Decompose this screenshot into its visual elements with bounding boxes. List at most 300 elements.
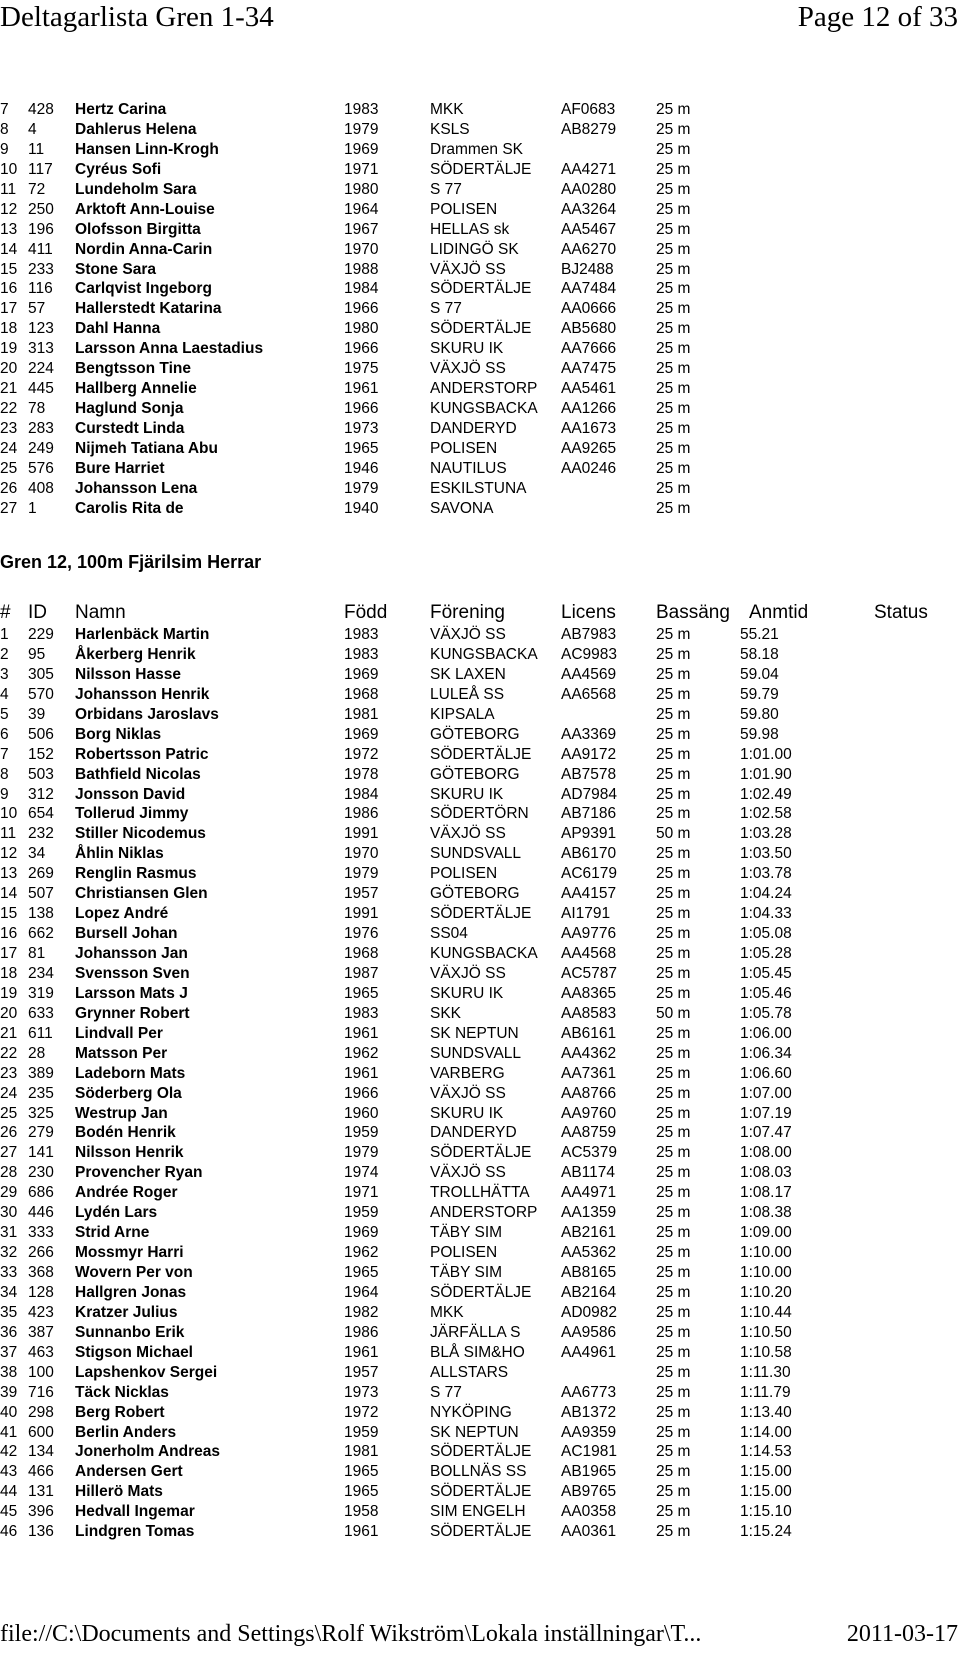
club-name: VÄXJÖ SS [430,964,506,982]
club-name: SÖDERTÄLJE [430,905,532,923]
club-name: DANDERYD [430,420,517,437]
club-name: SÖDERTÄLJE [430,1144,532,1162]
pool-length: 25 m [656,400,691,418]
swimmer-name: Lopez André [75,905,169,923]
entry-time: 1:05.28 [740,945,792,962]
birth-year: 1982 [344,1303,379,1321]
swimmer-name: Arktoft Ann-Louise [75,200,215,218]
row-number: 46 [0,1523,18,1541]
license-id: AA8583 [561,1004,617,1022]
swimmer-name: Kratzer Julius [75,1303,178,1321]
license-id: AA0246 [561,459,617,477]
swimmer-name: Larsson Mats J [75,984,188,1002]
swimmer-name: Andrée Roger [75,1184,178,1202]
swimmer-name: Söderberg Ola [75,1084,182,1102]
entry-id: 128 [28,1283,54,1301]
birth-year: 1980 [344,320,379,338]
entry-id: 11 [28,140,45,158]
swimmer-name: Lindvall Per [75,1024,163,1042]
license-id: AA1359 [561,1204,617,1222]
swimmer-name: Stigson Michael [75,1343,193,1361]
entry-id: 368 [28,1264,54,1281]
entry-id: 633 [28,1004,54,1022]
entry-id: 266 [28,1244,54,1262]
pool-length: 25 m [656,705,691,723]
birth-year: 1964 [344,1283,379,1301]
license-id: AB8165 [561,1264,617,1281]
birth-year: 1969 [344,665,379,683]
license-id: AA1673 [561,420,617,437]
pool-length: 25 m [656,765,691,783]
entry-id: 72 [28,180,46,198]
entry-id: 81 [28,945,46,962]
license-id: AB2161 [561,1224,617,1242]
entry-id: 283 [28,420,54,437]
pool-length: 25 m [656,1303,691,1321]
entry-id: 423 [28,1303,54,1321]
birth-year: 1940 [344,499,379,517]
pool-length: 25 m [656,459,691,477]
birth-year: 1968 [344,945,379,962]
license-id: AB6170 [561,845,617,863]
club-name: SK NEPTUN [430,1024,519,1042]
license-id: AD0982 [561,1303,618,1321]
club-name: KUNGSBACKA [430,400,538,418]
license-id: AB1965 [561,1463,617,1481]
row-number: 25 [0,459,18,477]
birth-year: 1961 [344,1024,379,1042]
license-id: AP9391 [561,825,617,843]
pool-length: 25 m [656,260,691,278]
club-name: VÄXJÖ SS [430,1164,506,1182]
row-number: 34 [0,1283,18,1301]
swimmer-name: Hillerö Mats [75,1483,163,1501]
row-number: 15 [0,260,18,278]
club-name: DANDERYD [430,1124,517,1142]
entry-id: 503 [28,765,54,783]
swimmer-name: Mossmyr Harri [75,1244,184,1262]
birth-year: 1962 [344,1244,379,1262]
entry-time: 1:15.00 [740,1463,792,1481]
license-id: AA6270 [561,240,617,258]
birth-year: 1979 [344,1144,379,1162]
entry-time: 1:13.40 [740,1403,792,1421]
pool-length: 25 m [656,120,691,138]
pool-length: 25 m [656,160,691,178]
swimmer-name: Lindgren Tomas [75,1523,195,1541]
pool-length: 25 m [656,320,691,338]
swimmer-name: Lundeholm Sara [75,180,197,198]
club-name: POLISEN [430,200,498,218]
row-number: 43 [0,1463,18,1481]
pool-length: 25 m [656,865,691,883]
license-id: AA1266 [561,400,617,418]
license-id: AA8365 [561,984,617,1002]
license-id: AB6161 [561,1024,617,1042]
club-name: ESKILSTUNA [430,479,527,497]
club-name: S 77 [430,300,462,318]
row-number: 7 [0,745,9,763]
entry-time: 59.80 [740,705,779,723]
pool-length: 25 m [656,1343,691,1361]
swimmer-name: Bodén Henrik [75,1124,176,1142]
club-name: GÖTEBORG [430,725,520,743]
club-name: KUNGSBACKA [430,645,538,663]
row-number: 2 [0,645,9,663]
birth-year: 1965 [344,439,379,457]
license-id: AB2164 [561,1283,617,1301]
row-number: 23 [0,1064,18,1082]
license-id: AA7484 [561,280,617,298]
club-name: SS04 [430,925,468,943]
entry-id: 34 [28,845,46,863]
entry-id: 445 [28,380,54,398]
pool-length: 25 m [656,360,691,378]
entry-id: 600 [28,1423,54,1441]
section-title: Gren 12, 100m Fjärilsim Herrar [0,552,262,572]
birth-year: 1964 [344,200,379,218]
swimmer-name: Hansen Linn-Krogh [75,140,219,158]
swimmer-name: Hallgren Jonas [75,1283,187,1301]
license-id: AA9172 [561,745,617,763]
swimmer-name: Hertz Carina [75,101,167,118]
entry-id: 138 [28,905,54,923]
entry-id: 39 [28,705,46,723]
birth-year: 1969 [344,725,379,743]
entry-time: 1:14.00 [740,1423,792,1441]
club-name: SÖDERTÄLJE [430,1283,532,1301]
row-number: 35 [0,1303,18,1321]
entry-time: 1:07.19 [740,1104,792,1122]
club-name: SK LAXEN [430,665,506,683]
col-header-entry-time: Anmtid [749,602,809,623]
birth-year: 1971 [344,160,379,178]
swimmer-name: Berlin Anders [75,1423,177,1441]
club-name: LULEÅ SS [430,685,505,703]
entry-id: 279 [28,1124,54,1142]
pool-length: 25 m [656,280,691,298]
license-id: AA9586 [561,1323,617,1341]
club-name: POLISEN [430,1244,498,1262]
birth-year: 1973 [344,420,379,437]
license-id: AA4568 [561,945,617,962]
swimmer-name: Dahl Hanna [75,320,161,338]
row-number: 11 [0,825,17,843]
row-number: 27 [0,499,18,517]
row-number: 13 [0,220,18,238]
row-number: 16 [0,280,18,298]
license-id: AC1981 [561,1443,618,1461]
pool-length: 25 m [656,1244,691,1262]
swimmer-name: Jonerholm Andreas [75,1443,220,1461]
swimmer-name: Provencher Ryan [75,1164,203,1182]
entry-time: 1:10.00 [740,1244,792,1262]
swimmer-name: Åkerberg Henrik [75,645,196,663]
license-id: AA4569 [561,665,617,683]
license-id: AA9359 [561,1423,617,1441]
entry-id: 233 [28,260,54,278]
swimmer-name: Hallberg Annelie [75,380,197,398]
club-name: ANDERSTORP [430,1204,538,1222]
col-header-id: ID [28,602,47,623]
entry-id: 716 [28,1383,54,1401]
swimmer-name: Bure Harriet [75,459,165,477]
entry-time: 1:01.00 [740,745,792,763]
entry-time: 59.04 [740,665,779,683]
pool-length: 25 m [656,1323,691,1341]
club-name: SUNDSVALL [430,845,522,863]
license-id: AB9765 [561,1483,617,1501]
birth-year: 1969 [344,1224,379,1242]
row-number: 7 [0,101,9,118]
pool-length: 25 m [656,1264,691,1281]
entry-time: 1:06.60 [740,1064,792,1082]
row-number: 32 [0,1244,18,1262]
birth-year: 1986 [344,1323,379,1341]
pool-length: 25 m [656,439,691,457]
row-number: 26 [0,479,18,497]
club-name: VÄXJÖ SS [430,1084,506,1102]
pool-length: 25 m [656,845,691,863]
column-headers [0,600,960,626]
row-number: 22 [0,400,18,418]
birth-year: 1979 [344,120,379,138]
row-number: 17 [0,945,18,962]
swimmer-name: Nijmeh Tatiana Abu [75,439,218,457]
birth-year: 1979 [344,479,379,497]
license-id: AA4961 [561,1343,617,1361]
swimmer-name: Bursell Johan [75,925,178,943]
license-id: AC6179 [561,865,618,883]
birth-year: 1984 [344,280,379,298]
entry-time: 1:02.58 [740,805,792,823]
birth-year: 1961 [344,1523,379,1541]
pool-length: 25 m [656,1463,691,1481]
entry-time: 1:05.45 [740,964,792,982]
entry-id: 229 [28,626,54,643]
entry-time: 1:05.08 [740,925,792,943]
row-number: 29 [0,1184,18,1202]
row-number: 45 [0,1503,18,1521]
birth-year: 1966 [344,400,379,418]
entry-id: 333 [28,1224,54,1242]
pool-length: 25 m [656,1403,691,1421]
entry-time: 1:04.24 [740,885,792,903]
entry-id: 428 [28,101,54,118]
entry-id: 230 [28,1164,54,1182]
pool-length: 25 m [656,240,691,258]
license-id: AA5467 [561,220,617,238]
birth-year: 1961 [344,380,379,398]
entry-time: 1:08.17 [740,1184,792,1202]
club-name: NYKÖPING [430,1403,512,1421]
swimmer-name: Nordin Anna-Carin [75,240,213,258]
entry-time: 1:15.10 [740,1503,792,1521]
entry-id: 654 [28,805,54,823]
entry-id: 57 [28,300,46,318]
club-name: SAVONA [430,499,494,517]
pool-length: 25 m [656,1283,691,1301]
footer-file-path: file://C:\Documents and Settings\Rolf Wikström\Lokala inställningar\T... [0,1621,702,1647]
club-name: SÖDERTÄLJE [430,745,532,763]
birth-year: 1976 [344,925,379,943]
club-name: SÖDERTÄLJE [430,1523,532,1541]
pool-length: 25 m [656,1164,691,1182]
license-id: AB7186 [561,805,617,823]
license-id: AA0358 [561,1503,617,1521]
row-number: 20 [0,1004,18,1022]
entry-id: 463 [28,1343,54,1361]
swimmer-name: Johansson Jan [75,945,188,962]
row-number: 36 [0,1323,18,1341]
row-number: 30 [0,1204,18,1222]
birth-year: 1965 [344,984,379,1002]
birth-year: 1946 [344,459,379,477]
birth-year: 1969 [344,140,379,158]
club-name: POLISEN [430,439,498,457]
entry-id: 136 [28,1523,54,1541]
license-id: AA0361 [561,1523,617,1541]
row-number: 12 [0,200,18,218]
swimmer-name: Matsson Per [75,1044,168,1062]
club-name: VÄXJÖ SS [430,825,506,843]
club-name: TÄBY SIM [430,1264,503,1281]
row-number: 27 [0,1144,18,1162]
birth-year: 1959 [344,1423,379,1441]
entry-id: 446 [28,1204,54,1222]
club-name: JÄRFÄLLA S [430,1323,521,1341]
entry-time: 1:06.00 [740,1024,792,1042]
entry-id: 411 [28,240,53,258]
club-name: NAUTILUS [430,459,507,477]
col-header-license: Licens [561,602,616,623]
col-header-name: Namn [75,602,126,623]
entry-id: 116 [28,280,53,298]
row-number: 24 [0,439,18,457]
birth-year: 1961 [344,1064,379,1082]
pool-length: 25 m [656,626,691,643]
row-number: 39 [0,1383,18,1401]
swimmer-name: Nilsson Henrik [75,1144,184,1162]
entry-time: 1:04.33 [740,905,792,923]
pool-length: 25 m [656,1483,691,1501]
license-id: AA8759 [561,1124,617,1142]
entry-id: 570 [28,685,54,703]
entry-time: 55.21 [740,626,779,643]
pool-length: 25 m [656,725,691,743]
entry-time: 1:10.44 [740,1303,792,1321]
swimmer-name: Renglin Rasmus [75,865,197,883]
birth-year: 1968 [344,685,379,703]
birth-year: 1980 [344,180,379,198]
birth-year: 1983 [344,101,379,118]
pool-length: 25 m [656,1084,691,1102]
row-number: 4 [0,685,9,703]
row-number: 31 [0,1224,18,1242]
birth-year: 1983 [344,645,379,663]
swimmer-name: Haglund Sonja [75,400,184,418]
row-number: 13 [0,865,18,883]
swimmer-name: Westrup Jan [75,1104,168,1122]
club-name: TÄBY SIM [430,1224,503,1242]
birth-year: 1991 [344,825,379,843]
entry-time: 1:15.00 [740,1483,792,1501]
birth-year: 1959 [344,1124,379,1142]
club-name: SUNDSVALL [430,1044,522,1062]
entry-id: 466 [28,1463,54,1481]
pool-length: 25 m [656,220,691,238]
row-number: 18 [0,320,18,338]
entry-time: 1:09.00 [740,1224,792,1242]
club-name: S 77 [430,1383,462,1401]
club-name: TROLLHÄTTA [430,1184,530,1202]
row-number: 8 [0,120,9,138]
license-id: AA4271 [561,160,617,178]
swimmer-name: Johansson Lena [75,479,198,497]
row-number: 14 [0,240,18,258]
birth-year: 1972 [344,1403,379,1421]
license-id: AB5680 [561,320,617,338]
swimmer-name: Tollerud Jimmy [75,805,189,823]
swimmer-name: Strid Arne [75,1224,150,1242]
row-number: 26 [0,1124,18,1142]
row-number: 10 [0,160,18,178]
birth-year: 1978 [344,765,379,783]
entry-time: 1:02.49 [740,785,792,803]
swimmer-name: Andersen Gert [75,1463,183,1481]
club-name: LIDINGÖ SK [430,240,519,258]
swimmer-name: Orbidans Jaroslavs [75,705,219,723]
swimmer-name: Svensson Sven [75,964,190,982]
pool-length: 50 m [656,825,691,843]
license-id: AF0683 [561,101,616,118]
license-id: AA4157 [561,885,617,903]
entry-time: 1:05.78 [740,1004,792,1022]
club-name: MKK [430,1303,464,1321]
entry-id: 1 [28,499,37,517]
pool-length: 25 m [656,140,691,158]
license-id: AI1791 [561,905,611,923]
club-name: KUNGSBACKA [430,945,538,962]
entry-id: 298 [28,1403,54,1421]
row-number: 42 [0,1443,18,1461]
entry-time: 1:07.47 [740,1124,792,1142]
club-name: POLISEN [430,865,498,883]
club-name: VÄXJÖ SS [430,626,506,643]
pool-length: 25 m [656,1423,691,1441]
license-id: AA0280 [561,180,617,198]
row-number: 28 [0,1164,18,1182]
entry-id: 506 [28,725,54,743]
pool-length: 25 m [656,745,691,763]
row-number: 12 [0,845,18,863]
pool-length: 25 m [656,1144,691,1162]
row-number: 22 [0,1044,18,1062]
club-name: Drammen SK [430,140,524,158]
row-number: 44 [0,1483,18,1501]
club-name: SÖDERTÄLJE [430,280,532,298]
license-id: AC9983 [561,645,618,663]
row-number: 10 [0,805,18,823]
license-id: AA4971 [561,1184,617,1202]
row-number: 14 [0,885,18,903]
license-id: AA5362 [561,1244,617,1262]
entry-id: 269 [28,865,54,883]
pool-length: 25 m [656,1104,691,1122]
row-number: 16 [0,925,18,943]
row-number: 19 [0,984,18,1002]
pool-length: 25 m [656,964,691,982]
